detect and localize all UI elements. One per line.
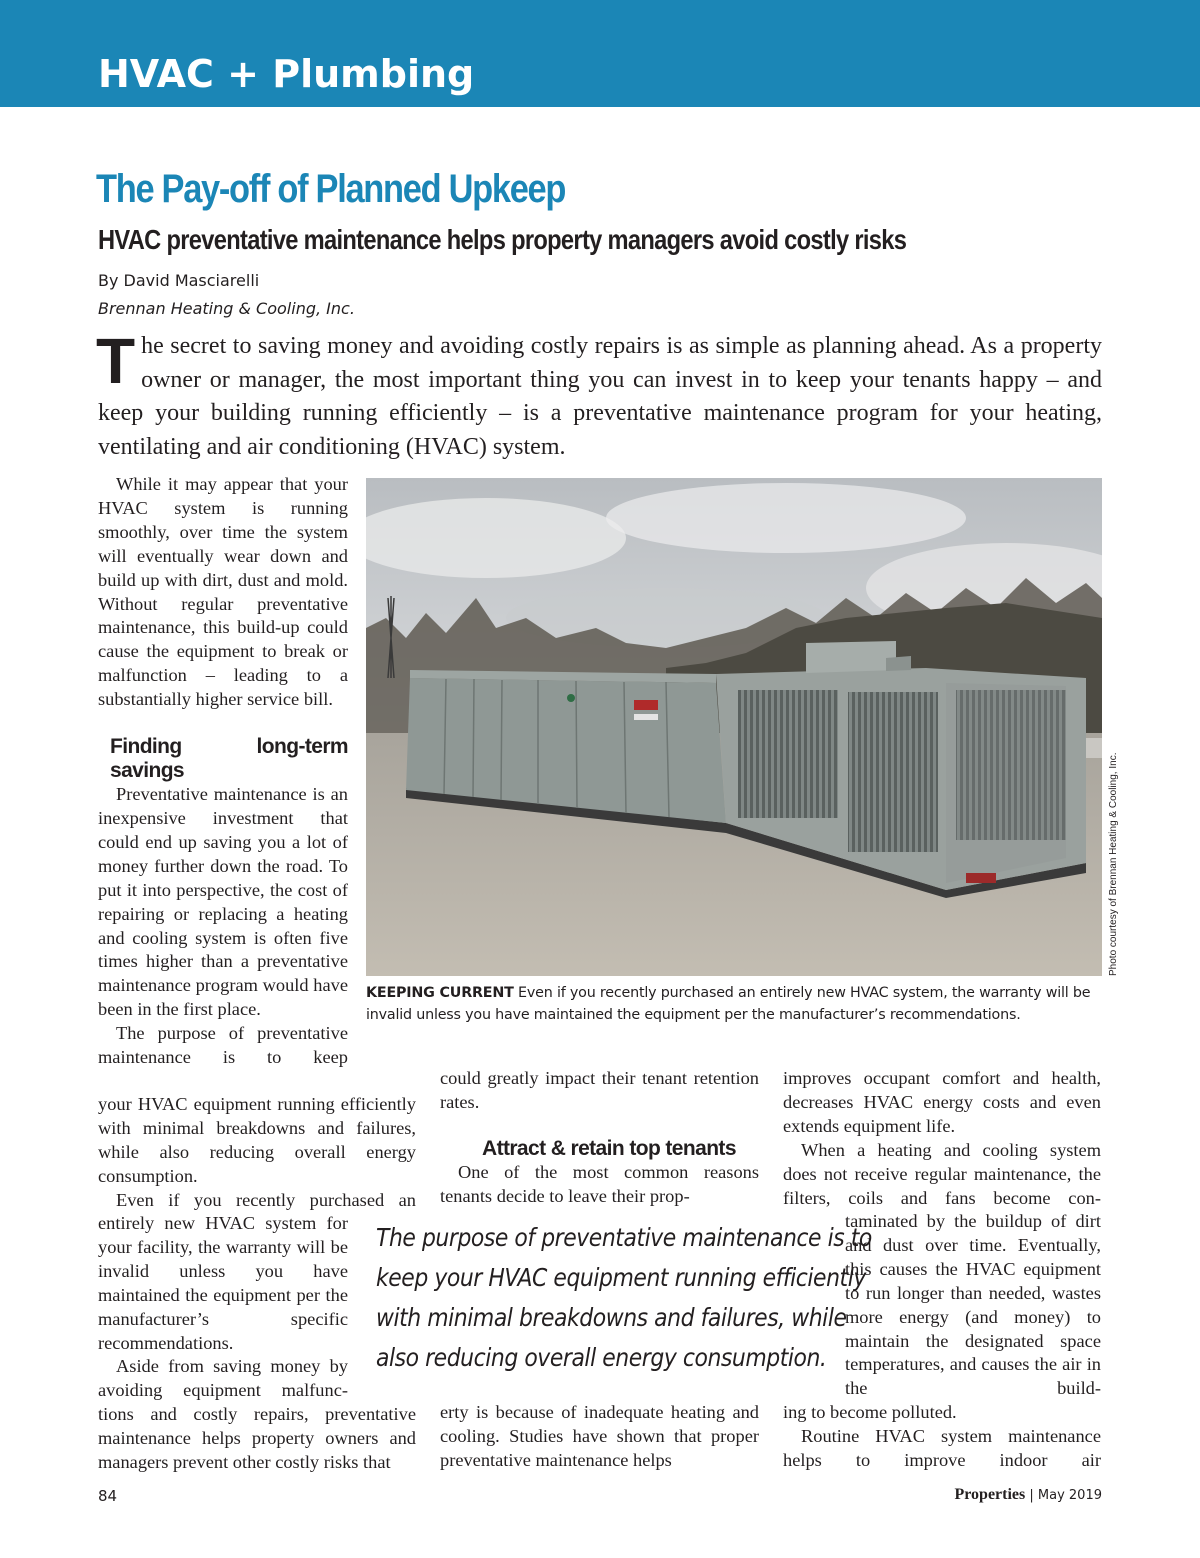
paragraph: While it may appear that your HVAC system is running smoothly, over time the system will eventually wear down and build up with dirt, dust and mold. Without regular preventative maintenance, this build-up could cause the equipment to break or malfunction – leading to a substantially higher service bill.	[98, 474, 348, 710]
footer-publication	[954, 1485, 1102, 1506]
paragraph: your HVAC equipment running efficiently with minimal breakdowns and failures, while also reducing overall energy consumption.	[98, 1094, 416, 1186]
paragraph: entirely new HVAC system for your facility, the warranty will be invalid unless you have maintained the equipment per the manufacturer’s specific recommendations.	[98, 1213, 348, 1353]
paragraph: Aside from saving money by avoiding equipment malfunc-	[98, 1356, 348, 1401]
pull-quote-line: also reducing overall energy consumption.	[376, 1343, 827, 1372]
paragraph: The purpose of preventative maintenance is to keep	[98, 1023, 348, 1068]
paragraph: tions and costly repairs, preventative maintenance helps property owners and managers prevent other costly risks that	[98, 1404, 416, 1472]
drop-cap: T	[96, 325, 136, 397]
article-subhead: HVAC preventative maintenance helps property managers avoid costly risks	[98, 224, 907, 255]
footer-separator: |	[1025, 1488, 1038, 1503]
column-3-lower	[783, 1401, 1101, 1473]
pull-quote-line: keep your HVAC equipment running efficiently	[376, 1263, 866, 1292]
subheading-tenants: Attract & retain top tenants	[482, 1136, 736, 1160]
byline: By David Masciarelli	[98, 271, 260, 290]
paragraph: could greatly impact their tenant retention rates.	[440, 1068, 759, 1112]
paragraph: Routine HVAC system maintenance helps to improve indoor air	[783, 1425, 1101, 1470]
column-2-lower	[440, 1401, 759, 1473]
paragraph: ing to become polluted.	[783, 1402, 957, 1422]
paragraph: Even if you recently purchased an	[116, 1189, 416, 1210]
pull-quote	[376, 1218, 872, 1378]
hvac-unit-illustration	[366, 478, 1102, 976]
author-company: Brennan Heating & Cooling, Inc.	[98, 299, 355, 318]
paragraph: When a heating and cooling system does not receive regular maintenance, the filters, coils and fans become con-	[783, 1139, 1101, 1208]
publication-name: Properties	[954, 1486, 1026, 1503]
paragraph: taminated by the buildup of dirt and dust over time. Eventually, this causes the HVAC equipment to run longer than needed, wastes more energy (and money) to maintain the designated space temperatures, and causes the air in the build-	[845, 1211, 1101, 1399]
pull-quote-line: with minimal breakdowns and failures, while	[376, 1303, 847, 1332]
paragraph: Preventative maintenance is an inexpensive investment that could end up saving you a lot of money further down the road. To put it into perspective, the cost of repairing or replacing a heating and cooling system is often five times higher than a preventative maintenance program would have been in the first place.	[98, 784, 348, 1020]
pull-quote-line: The purpose of preventative maintenance is to	[376, 1223, 872, 1252]
column-1-middle	[98, 1093, 416, 1213]
paragraph: improves occupant comfort and health, decreases HVAC energy costs and even extends equipment life.	[783, 1068, 1101, 1136]
column-3-upper	[783, 1067, 1101, 1210]
article-headline: The Pay-off of Planned Upkeep	[96, 167, 566, 211]
column-2-upper	[440, 1067, 759, 1209]
column-1-bottom	[98, 1403, 416, 1475]
paragraph: erty is because of inadequate heating and cooling. Studies have shown that proper preventative maintenance helps	[440, 1402, 759, 1470]
paragraph: One of the most common reasons tenants decide to leave their prop-	[440, 1161, 759, 1206]
section-title: HVAC + Plumbing	[98, 52, 475, 96]
column-1-lower	[98, 1212, 348, 1403]
lede-paragraph	[96, 325, 1102, 464]
photo-credit: Photo courtesy of Brennan Heating & Cooling, Inc.	[1108, 752, 1119, 976]
caption-text: Even if you recently purchased an entirely new HVAC system, the warranty will be invalid unless you have maintained the equipment per the manufacturer’s recommendations.	[366, 985, 1091, 1023]
caption-lead: KEEPING CURRENT	[366, 985, 514, 1001]
photo-caption	[366, 983, 1106, 1026]
column-3-middle	[845, 1210, 1101, 1401]
column-1-upper	[98, 473, 348, 1070]
hvac-unit-photo	[366, 478, 1102, 976]
page-number: 84	[98, 1487, 118, 1505]
lede-text: he secret to saving money and avoiding costly repairs is as simple as planning ahead. As a property owner or manager, the most important thing you can invest in to keep your tenants happy – and keep your building running efficiently – is a preventative maintenance program for your heating, ventilating and air conditioning (HVAC) system.	[98, 333, 1102, 460]
issue-date: May 2019	[1037, 1488, 1102, 1503]
subheading-savings: Finding long-term savings	[110, 735, 348, 783]
